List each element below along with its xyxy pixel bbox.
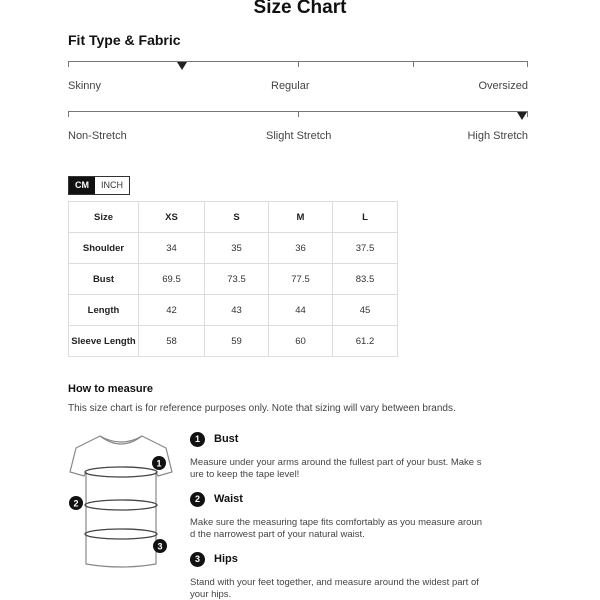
table-cell: 60	[269, 326, 333, 357]
fit-label-oversized: Oversized	[478, 80, 528, 92]
scale-tick	[298, 61, 299, 67]
diagram-marker-2-label: 2	[73, 498, 79, 509]
step-description-line: your hips.	[190, 588, 232, 600]
table-cell: 37.5	[333, 233, 398, 264]
stretch-label-high: High Stretch	[467, 130, 528, 142]
table-cell: 69.5	[139, 264, 205, 295]
unit-toggle	[68, 176, 130, 195]
how-to-measure-note: This size chart is for reference purposes only. Note that sizing will vary between brands.	[68, 403, 456, 414]
stretch-label-non: Non-Stretch	[68, 130, 127, 142]
table-row-label: Sleeve Length	[69, 326, 139, 357]
step-description-line: d the narrowest part of your natural waist.	[190, 528, 365, 540]
measure-step-bust	[190, 431, 495, 480]
table-cell: 59	[205, 326, 269, 357]
table-row-label: Length	[69, 295, 139, 326]
table-cell: 58	[139, 326, 205, 357]
table-cell: 43	[205, 295, 269, 326]
table-header-cell: M	[269, 202, 333, 233]
tshirt-diagram	[66, 428, 176, 578]
table-row-label: Bust	[69, 264, 139, 295]
measure-step-waist	[190, 491, 495, 540]
step-description	[190, 457, 495, 480]
page-title: Size Chart	[253, 0, 347, 18]
step-title: Bust	[214, 433, 239, 445]
step-number-badge: 3	[190, 552, 205, 567]
table-cell: 34	[139, 233, 205, 264]
table-cell: 45	[333, 295, 398, 326]
scale-tick	[527, 61, 528, 67]
step-description	[190, 577, 495, 600]
step-description-line: Stand with your feet together, and measure around the widest part of	[190, 577, 479, 588]
step-number-badge: 2	[190, 492, 205, 507]
table-row	[69, 264, 398, 295]
step-description-line: ure to keep the tape level!	[190, 468, 300, 480]
table-header-row	[69, 202, 398, 233]
stretch-marker	[517, 112, 527, 120]
unit-cm-button[interactable]: CM	[69, 177, 95, 194]
scale-tick	[68, 61, 69, 67]
scale-tick	[527, 111, 528, 117]
tshirt-icon	[66, 428, 176, 578]
fit-type-scale	[68, 61, 528, 62]
table-header-cell: XS	[139, 202, 205, 233]
table-cell: 61.2	[333, 326, 398, 357]
size-table	[68, 201, 398, 357]
fit-label-regular: Regular	[271, 80, 310, 92]
scale-tick	[68, 111, 69, 117]
table-row-label: Shoulder	[69, 233, 139, 264]
table-cell: 35	[205, 233, 269, 264]
step-description-line: Measure under your arms around the fullest part of your bust. Make s	[190, 457, 482, 468]
fit-type-fabric-title: Fit Type & Fabric	[68, 32, 181, 48]
table-cell: 73.5	[205, 264, 269, 295]
table-cell: 44	[269, 295, 333, 326]
table-cell: 42	[139, 295, 205, 326]
table-cell: 77.5	[269, 264, 333, 295]
stretch-scale	[68, 111, 528, 112]
diagram-marker-3-label: 3	[157, 541, 163, 552]
table-cell: 36	[269, 233, 333, 264]
stretch-label-slight: Slight Stretch	[266, 130, 332, 142]
measure-step-hips	[190, 551, 495, 600]
unit-inch-button[interactable]: INCH	[95, 177, 129, 194]
step-description	[190, 517, 495, 540]
scale-tick	[413, 61, 414, 67]
table-row	[69, 295, 398, 326]
step-title: Waist	[214, 493, 243, 505]
step-title: Hips	[214, 553, 238, 565]
step-number-badge: 1	[190, 432, 205, 447]
table-header-cell: S	[205, 202, 269, 233]
how-to-measure-title: How to measure	[68, 383, 153, 395]
table-header-cell: Size	[69, 202, 139, 233]
table-row	[69, 326, 398, 357]
fit-type-marker	[177, 62, 187, 70]
step-description-line: Make sure the measuring tape fits comfortably as you measure aroun	[190, 517, 483, 528]
diagram-marker-1-label: 1	[156, 458, 162, 469]
scale-tick	[298, 111, 299, 117]
table-cell: 83.5	[333, 264, 398, 295]
table-header-cell: L	[333, 202, 398, 233]
fit-label-skinny: Skinny	[68, 80, 102, 92]
table-row	[69, 233, 398, 264]
